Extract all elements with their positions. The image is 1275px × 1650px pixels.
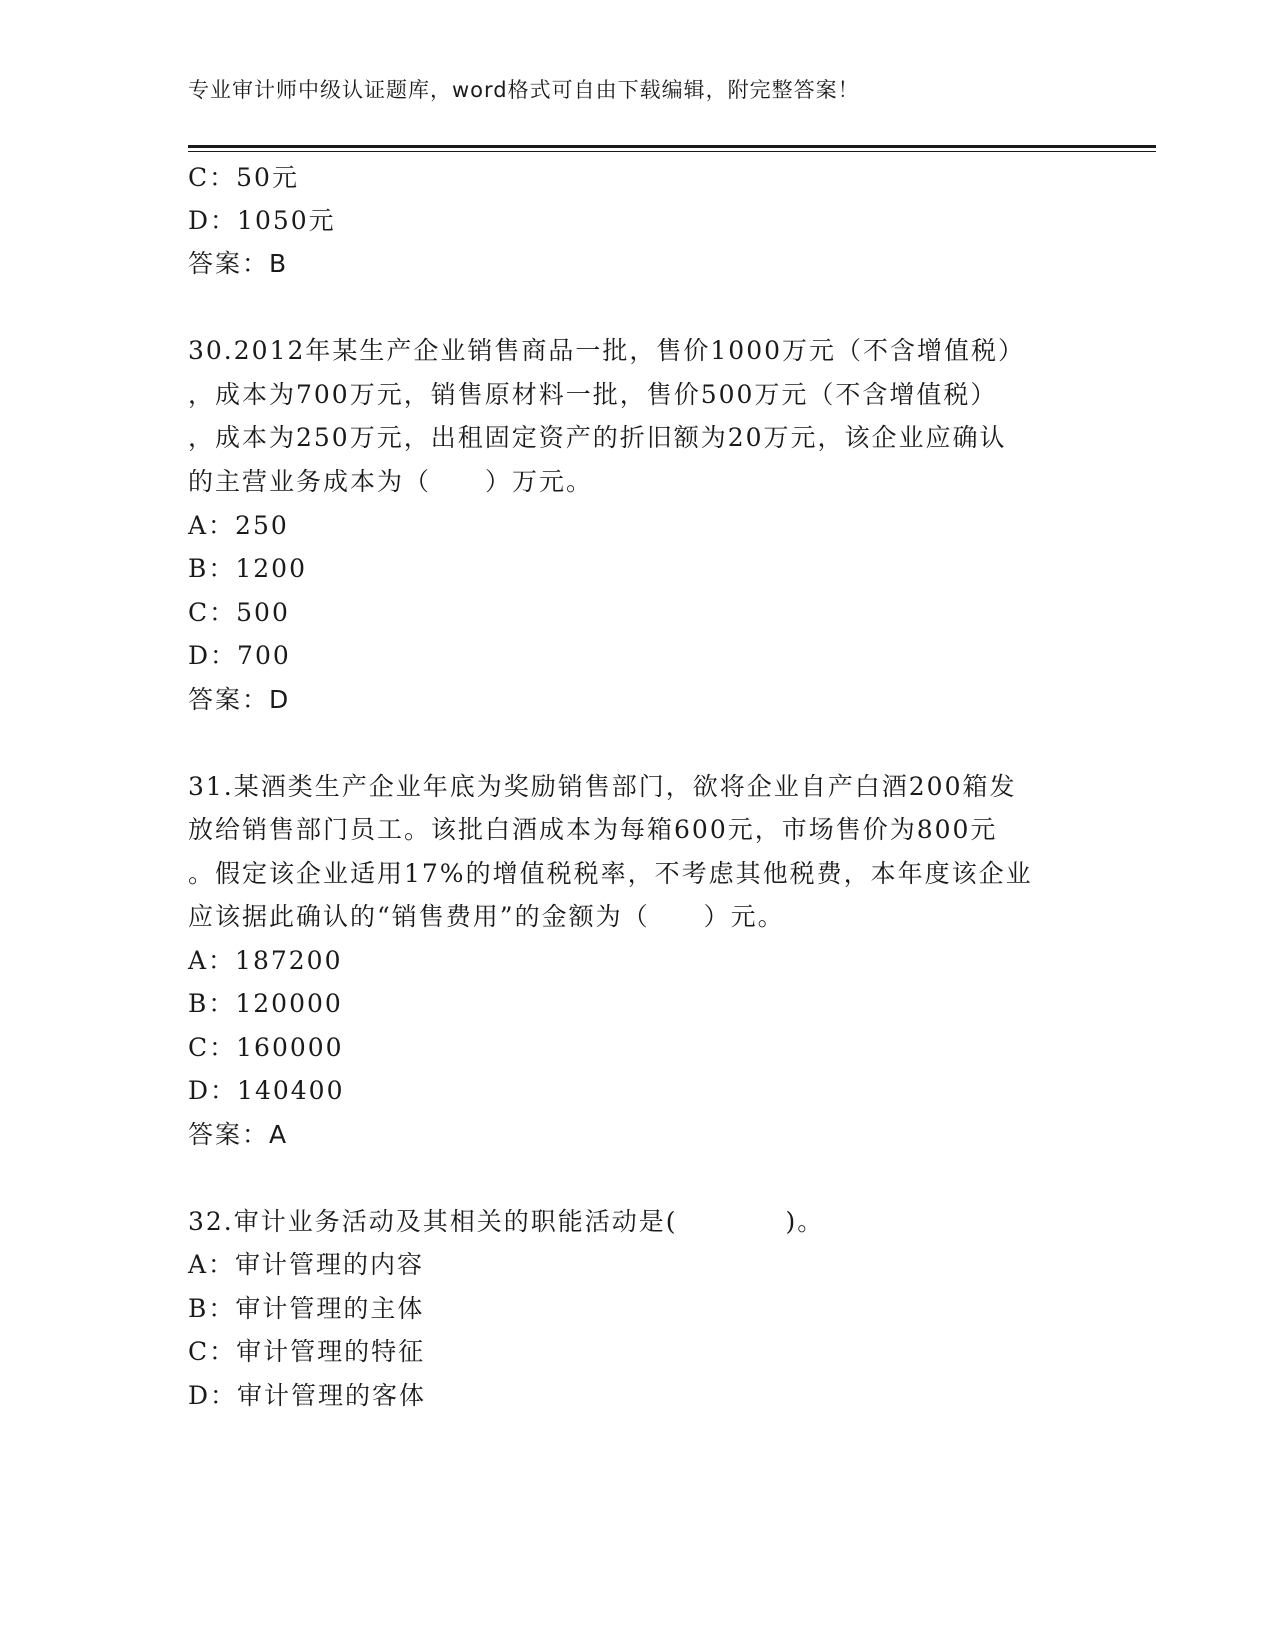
q30-stem-line-4: 的主营业务成本为（ ）万元。 <box>188 467 594 496</box>
q30-option-a: A：250 <box>188 511 289 540</box>
q32-option-a: A：审计管理的内容 <box>188 1250 425 1279</box>
q30-stem-line-3: ，成本为250万元，出租固定资产的折旧额为20万元，该企业应确认 <box>188 423 1007 452</box>
q31-option-b: B：120000 <box>188 989 343 1018</box>
q31-option-d: D：140400 <box>188 1076 345 1105</box>
header-divider-thin <box>188 151 1156 152</box>
q31-answer: 答案：A <box>188 1120 289 1149</box>
header-divider-thick <box>188 145 1156 148</box>
page-header: 专业审计师中级认证题库，word格式可自由下载编辑，附完整答案！ <box>188 78 860 102</box>
q30-option-d: D：700 <box>188 641 291 670</box>
q31-option-a: A：187200 <box>188 946 343 975</box>
q30-stem-line-2: ，成本为700万元，销售原材料一批，售价500万元（不含增值税） <box>188 380 998 409</box>
prev-answer: 答案：B <box>188 249 289 278</box>
q32-option-d: D：审计管理的客体 <box>188 1381 427 1410</box>
q32-option-c: C：审计管理的特征 <box>188 1337 426 1366</box>
q32-option-b: B：审计管理的主体 <box>188 1294 425 1323</box>
q32-stem-line-1: 32.审计业务活动及其相关的职能活动是( )。 <box>188 1207 825 1236</box>
q31-stem-line-3: 。假定该企业适用17%的增值税税率，不考虑其他税费，本年度该企业 <box>188 859 1033 888</box>
q31-stem-line-4: 应该据此确认的“销售费用”的金额为（ ）元。 <box>188 902 785 931</box>
q31-stem-line-2: 放给销售部门员工。该批白酒成本为每箱600元，市场售价为800元 <box>188 815 998 844</box>
q30-answer: 答案：D <box>188 685 291 714</box>
q30-option-b: B：1200 <box>188 554 307 583</box>
q30-option-c: C：500 <box>188 598 290 627</box>
q31-option-c: C：160000 <box>188 1033 344 1062</box>
prev-option-d: D：1050元 <box>188 206 336 235</box>
prev-option-c: C：50元 <box>188 163 299 192</box>
q31-stem-line-1: 31.某酒类生产企业年底为奖励销售部门，欲将企业自产白酒200箱发 <box>188 772 1017 801</box>
q30-stem-line-1: 30.2012年某生产企业销售商品一批，售价1000万元（不含增值税） <box>188 336 1026 365</box>
